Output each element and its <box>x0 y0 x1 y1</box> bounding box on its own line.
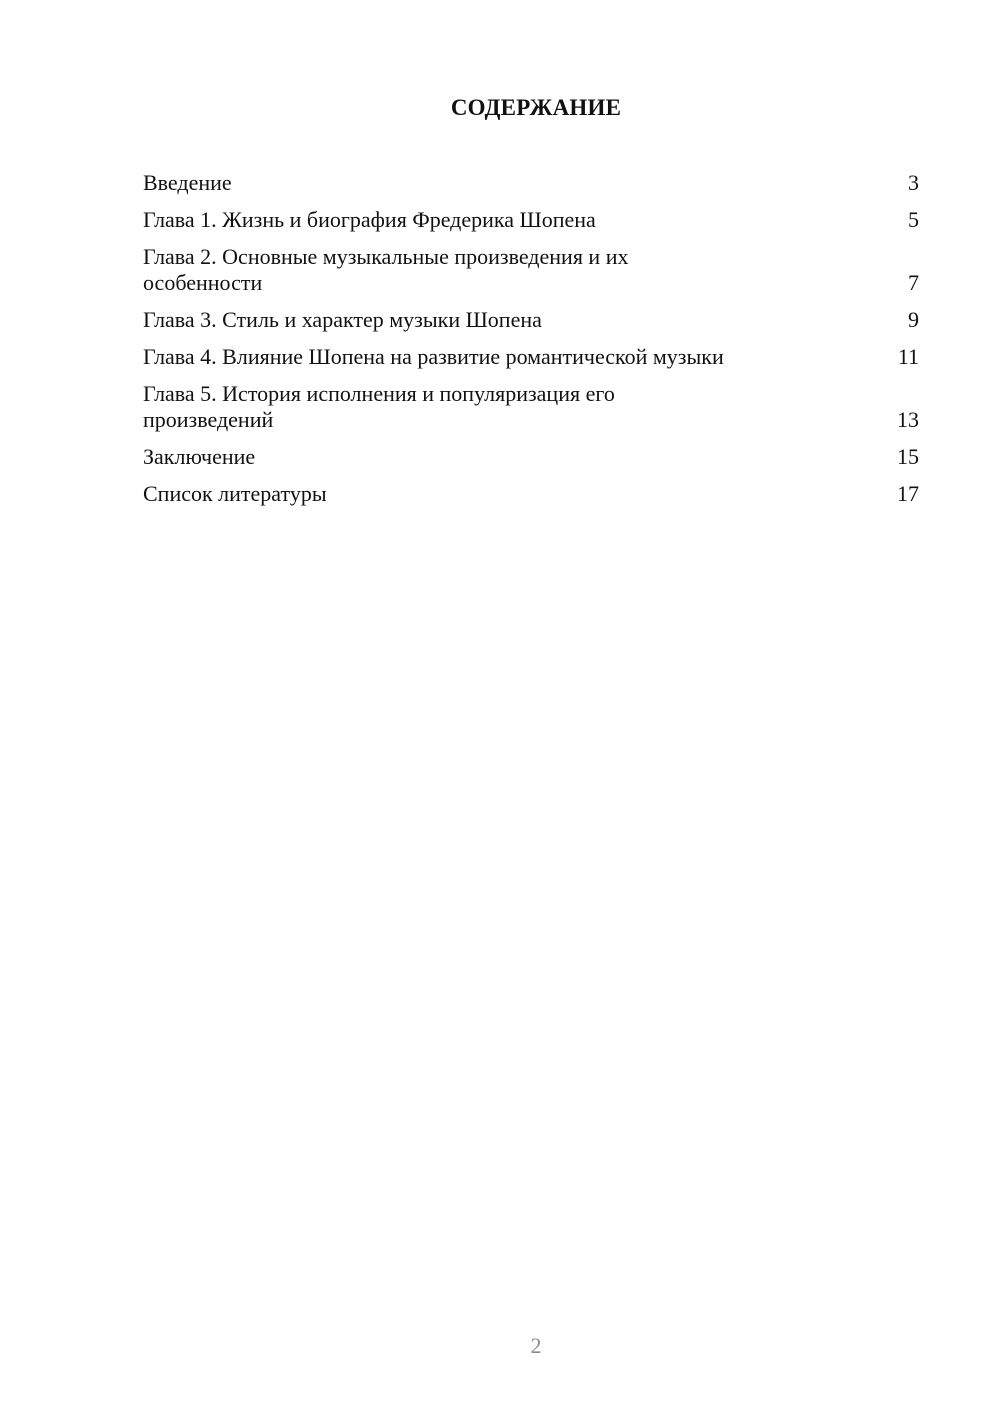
toc-entry-chapter-4 <box>143 344 919 370</box>
toc-entry-page: 13 <box>897 407 919 432</box>
toc-entry-text: Глава 3. Стиль и характер музыки Шопена <box>143 307 542 332</box>
toc-title <box>0 95 1000 121</box>
toc-entry-page: 15 <box>897 444 919 469</box>
toc-entry-page: 9 <box>908 307 919 332</box>
toc-entry-page: 7 <box>908 270 919 295</box>
toc-entry-text: Глава 1. Жизнь и биография Фредерика Шопена <box>143 207 596 232</box>
toc-entry-text: Список литературы <box>143 481 327 506</box>
toc-entry-chapter-3 <box>143 307 919 333</box>
toc-entry-chapter-5 <box>143 381 919 433</box>
toc-entry-references <box>143 481 919 507</box>
toc-entry-page: 11 <box>897 344 919 369</box>
toc-entry-text: Глава 5. История исполнения и популяризация его произведений <box>143 381 615 432</box>
toc-entry-page: 17 <box>897 481 919 506</box>
toc-entry-page: 3 <box>908 170 919 195</box>
table-of-contents <box>143 170 919 518</box>
toc-entry-conclusion <box>143 444 919 470</box>
toc-entry-text: Глава 4. Влияние Шопена на развитие романтической музыки <box>143 344 724 369</box>
toc-entry-introduction <box>143 170 919 196</box>
toc-entry-text: Введение <box>143 170 232 195</box>
page-number: 2 <box>530 1333 542 1358</box>
toc-title-text: СОДЕРЖАНИЕ <box>450 95 622 120</box>
toc-entry-chapter-1 <box>143 207 919 233</box>
toc-entry-text: Заключение <box>143 444 256 469</box>
toc-entry-page: 5 <box>908 207 919 232</box>
toc-entry-text: Глава 2. Основные музыкальные произведения и их особенности <box>143 244 629 295</box>
toc-entry-chapter-2 <box>143 244 919 296</box>
